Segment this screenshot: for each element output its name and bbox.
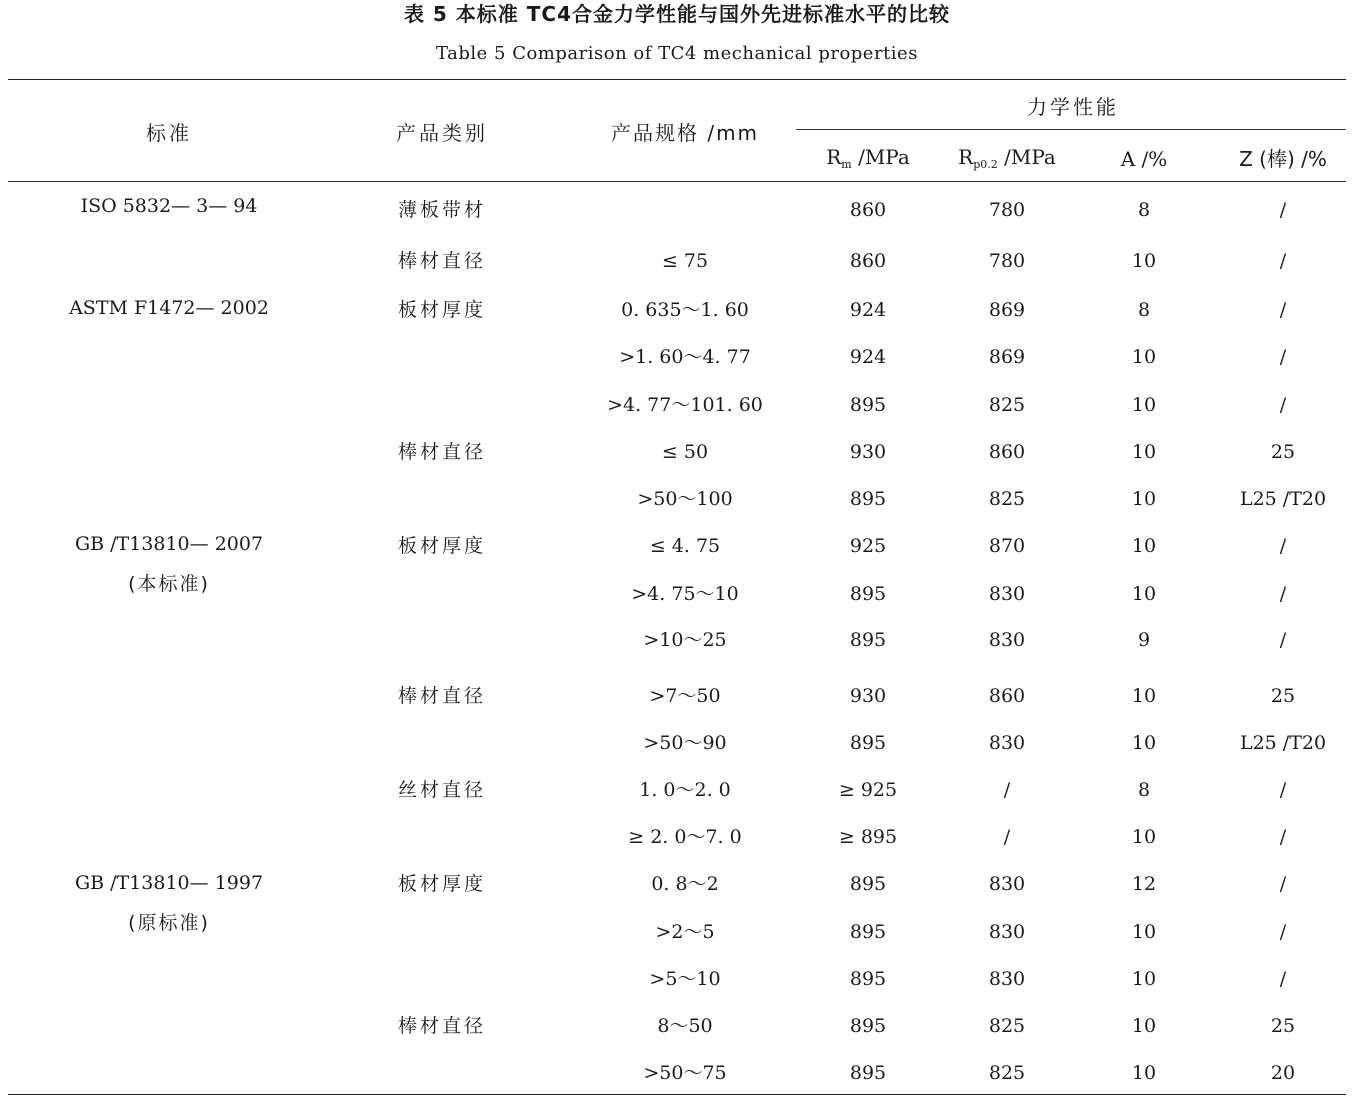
cell-a: 10 (1131, 826, 1157, 848)
cell-category: 薄板带材 (397, 199, 486, 221)
cell-rm: 895 (849, 921, 887, 943)
cell-a: 10 (1131, 1062, 1157, 1084)
cell-rm: 930 (849, 685, 887, 707)
table-title-cn: 表 5 本标准 TC4合金力学性能与国外先进标准水平的比较 (403, 2, 951, 26)
cell-rp: 830 (988, 732, 1026, 754)
cell-rp: 830 (988, 629, 1026, 651)
cell-a: 10 (1131, 968, 1157, 990)
cell-rm: 895 (849, 583, 887, 605)
cell-category (372, 625, 512, 655)
cell-category (372, 964, 512, 994)
cell-z: L25 /T20 (1239, 488, 1327, 510)
cell-category: 棒材直径 (397, 685, 486, 707)
header-category: 产品类别 (396, 121, 488, 145)
cell-rp: 825 (988, 1015, 1026, 1037)
bottom-rule (8, 1094, 1346, 1095)
cell-a: 8 (1137, 199, 1151, 221)
cell-z: / (1279, 873, 1287, 895)
cell-category (372, 484, 512, 514)
table-row (0, 917, 1354, 947)
cell-a: 12 (1131, 873, 1157, 895)
standard-gb2007-line1: GB /T13810— 2007 (74, 533, 264, 555)
table-row (0, 822, 1354, 852)
standard-gb1997-line1: GB /T13810— 1997 (74, 872, 264, 894)
cell-a: 8 (1137, 299, 1151, 321)
header-a: A /% (1120, 147, 1168, 171)
header-rp-sub: p0.2 (973, 158, 998, 171)
cell-spec: 1. 0～2. 0 (639, 779, 731, 801)
cell-rm: 895 (849, 629, 887, 651)
cell-rp: / (1003, 826, 1011, 848)
cell-rp: 869 (988, 299, 1026, 321)
cell-z: / (1279, 199, 1287, 221)
cell-spec: >4. 75～10 (631, 583, 739, 605)
cell-rp: 825 (988, 488, 1026, 510)
cell-rm: 924 (849, 346, 887, 368)
cell-a: 10 (1131, 394, 1157, 416)
header-spec: 产品规格 /mm (610, 121, 760, 145)
cell-z: / (1279, 583, 1287, 605)
cell-z: / (1279, 346, 1287, 368)
cell-a: 10 (1131, 441, 1157, 463)
cell-z: / (1279, 250, 1287, 272)
cell-spec: >50～100 (637, 488, 733, 510)
table-row (0, 1011, 1354, 1041)
cell-z: 25 (1270, 685, 1296, 707)
table-row (0, 625, 1354, 655)
cell-rm: 895 (849, 732, 887, 754)
cell-category: 棒材直径 (397, 1015, 486, 1037)
header-rp-unit: /MPa (997, 145, 1056, 169)
cell-spec: >7～50 (649, 685, 721, 707)
cell-spec: ≤ 75 (661, 250, 709, 272)
cell-rm: 924 (849, 299, 887, 321)
cell-rp: 870 (988, 535, 1026, 557)
cell-category (372, 579, 512, 609)
cell-spec (565, 195, 805, 225)
standard-astm-line1: ASTM F1472— 2002 (69, 297, 269, 319)
cell-rp: 830 (988, 968, 1026, 990)
standard-iso-line1: ISO 5832— 3— 94 (80, 195, 258, 217)
table-row (0, 531, 1354, 561)
cell-spec: 0. 8～2 (651, 873, 719, 895)
cell-category (372, 390, 512, 420)
cell-z: / (1279, 968, 1287, 990)
cell-rm: 860 (849, 199, 887, 221)
cell-spec: ≤ 50 (661, 441, 709, 463)
cell-spec: >10～25 (643, 629, 727, 651)
header-z: Z (棒) /% (1239, 147, 1327, 171)
cell-rp: 780 (988, 199, 1026, 221)
table-row (0, 869, 1354, 899)
cell-a: 10 (1131, 583, 1157, 605)
header-rm-unit: /MPa (851, 145, 910, 169)
cell-rp: 825 (988, 394, 1026, 416)
cell-spec: ≤ 4. 75 (649, 535, 721, 557)
cell-rm: 895 (849, 1015, 887, 1037)
cell-a: 10 (1131, 921, 1157, 943)
cell-category: 板材厚度 (397, 299, 486, 321)
cell-spec: 0. 635～1. 60 (621, 299, 749, 321)
table-row (0, 775, 1354, 805)
cell-a: 10 (1131, 535, 1157, 557)
cell-spec: >2～5 (655, 921, 715, 943)
standard-gb2007-line2: (本标准) (128, 573, 210, 595)
cell-z: / (1279, 826, 1287, 848)
cell-category (372, 728, 512, 758)
table-row (0, 390, 1354, 420)
cell-z: 25 (1270, 441, 1296, 463)
cell-category: 棒材直径 (397, 250, 486, 272)
cell-a: 9 (1137, 629, 1151, 651)
cell-spec: >50～90 (643, 732, 727, 754)
cell-category: 丝材直径 (397, 779, 486, 801)
cell-z: 20 (1270, 1062, 1296, 1084)
cell-rm: ≥ 895 (838, 826, 898, 848)
cell-z: / (1279, 535, 1287, 557)
cell-rp: / (1003, 779, 1011, 801)
standard-gb1997-line2: (原标准) (128, 912, 210, 934)
cell-rm: 860 (849, 250, 887, 272)
header-standard: 标准 (146, 121, 192, 145)
header-rp-main: R (958, 145, 974, 169)
cell-rm: 895 (849, 488, 887, 510)
cell-z: / (1279, 629, 1287, 651)
table-row (0, 437, 1354, 467)
cell-spec: >1. 60～4. 77 (619, 346, 751, 368)
cell-rm: 895 (849, 394, 887, 416)
cell-category (372, 822, 512, 852)
table-row (0, 484, 1354, 514)
cell-rp: 869 (988, 346, 1026, 368)
cell-spec: >50～75 (643, 1062, 727, 1084)
cell-z: / (1279, 299, 1287, 321)
table-row (0, 195, 1354, 225)
header-rm-main: R (826, 145, 842, 169)
table-row (0, 246, 1354, 276)
cell-category: 板材厚度 (397, 873, 486, 895)
cell-spec: ≥ 2. 0～7. 0 (628, 826, 742, 848)
cell-category (372, 342, 512, 372)
table-row (0, 579, 1354, 609)
cell-rm: 895 (849, 873, 887, 895)
table-row (0, 728, 1354, 758)
cell-a: 10 (1131, 488, 1157, 510)
cell-category (372, 1058, 512, 1088)
cell-z: / (1279, 921, 1287, 943)
cell-rp: 825 (988, 1062, 1026, 1084)
cell-z: 25 (1270, 1015, 1296, 1037)
header-rm-sub: m (841, 158, 852, 171)
header-sub-rule (796, 129, 1346, 130)
header-rp (940, 142, 1074, 172)
header-bottom-rule (8, 181, 1346, 182)
table-row (0, 964, 1354, 994)
cell-rp: 860 (988, 685, 1026, 707)
table-row (0, 681, 1354, 711)
cell-category: 板材厚度 (397, 535, 486, 557)
cell-a: 10 (1131, 250, 1157, 272)
top-rule (8, 79, 1346, 80)
cell-spec: >4. 77～101. 60 (607, 394, 763, 416)
cell-z: / (1279, 394, 1287, 416)
cell-rm: 925 (849, 535, 887, 557)
cell-rp: 830 (988, 921, 1026, 943)
cell-rm: 895 (849, 1062, 887, 1084)
cell-rp: 830 (988, 583, 1026, 605)
cell-rm: 930 (849, 441, 887, 463)
cell-rp: 780 (988, 250, 1026, 272)
cell-spec: 8～50 (657, 1015, 713, 1037)
cell-a: 8 (1137, 779, 1151, 801)
cell-a: 10 (1131, 732, 1157, 754)
cell-rp: 830 (988, 873, 1026, 895)
cell-z: L25 /T20 (1239, 732, 1327, 754)
table-row (0, 342, 1354, 372)
cell-z: / (1279, 779, 1287, 801)
table-row (0, 295, 1354, 325)
cell-a: 10 (1131, 685, 1157, 707)
cell-rm: ≥ 925 (838, 779, 898, 801)
cell-rm: 895 (849, 968, 887, 990)
table-row (0, 1058, 1354, 1088)
cell-a: 10 (1131, 1015, 1157, 1037)
cell-category (372, 917, 512, 947)
header-rm (800, 142, 936, 172)
header-mechanical: 力学性能 (1027, 95, 1119, 119)
cell-a: 10 (1131, 346, 1157, 368)
cell-spec: >5～10 (649, 968, 721, 990)
cell-category: 棒材直径 (397, 441, 486, 463)
cell-rp: 860 (988, 441, 1026, 463)
table-title-en: Table 5 Comparison of TC4 mechanical properties (436, 43, 918, 64)
